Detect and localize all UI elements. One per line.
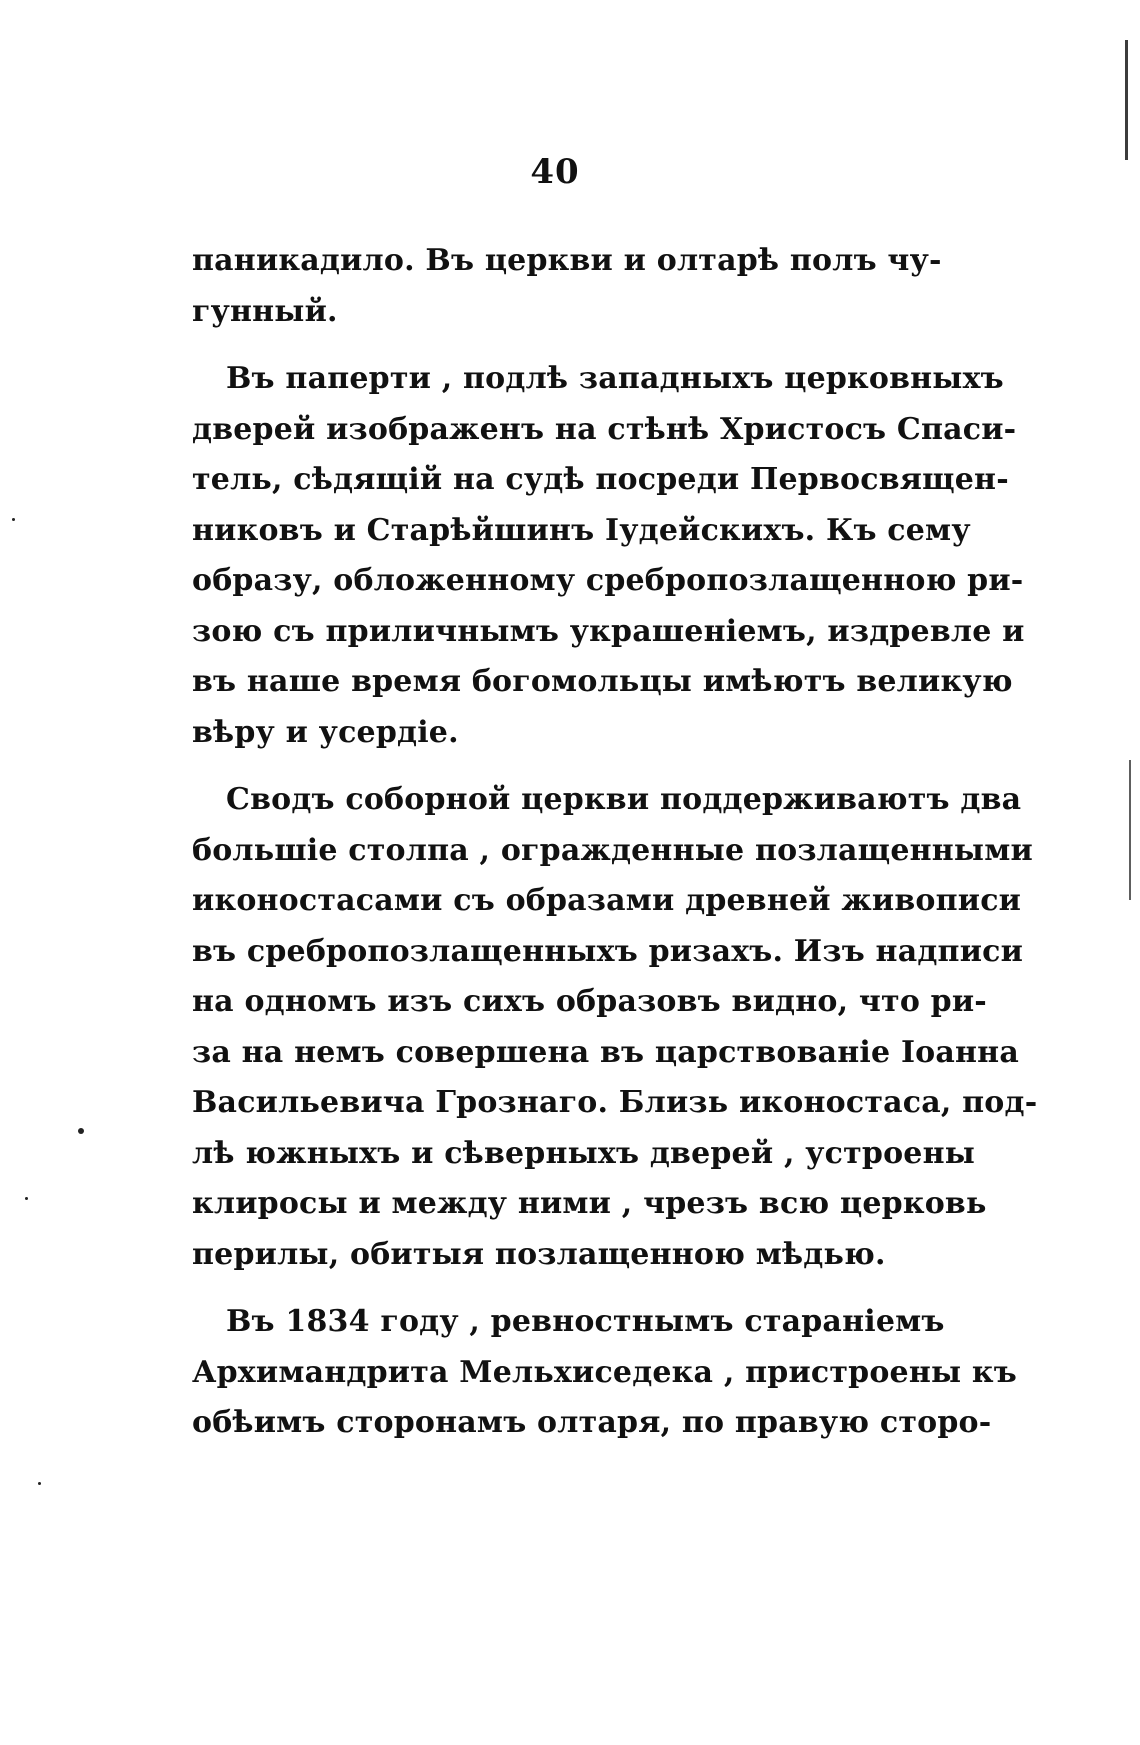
text-line: образу, обложенному сребропозлащенною ри- [192,563,1024,598]
text-line: паникадило. Въ церкви и олтарѣ полъ чу- [192,243,942,278]
text-line: зою съ приличнымъ украшеніемъ, издревле и [192,613,1025,649]
text-line: вѣру и усердіе. [192,714,459,750]
text-line: лѣ южныхъ и сѣверныхъ дверей , устроены [192,1135,975,1171]
text-line: Васильевича Грознаго. Близь иконостаса, под- [192,1085,1038,1120]
text-line: иконостасами съ образами древней живописи [192,883,1022,918]
ink-speck [78,1128,84,1134]
text-line: дверей изображенъ на стѣнѣ Христосъ Спаси- [192,411,1017,447]
text-line: клиросы и между ними , чрезъ всю церковь [192,1186,987,1221]
text-line: обѣимъ сторонамъ олтаря, по правую сторо- [192,1405,992,1440]
text-line: никовъ и Старѣйшинъ Іудейскихъ. Къ сему [192,512,971,548]
text-line: большіе столпа , огражденные позлащенными [192,832,1033,868]
page-edge-mark [1129,760,1131,900]
text-line: въ сребропозлащенныхъ ризахъ. Изъ надписи [192,933,1024,969]
ink-speck [25,1197,28,1200]
text-line: Архимандрита Мельхиседека , пристроены къ [192,1354,1017,1390]
text-line: въ наше время богомольцы имѣютъ великую [192,664,1013,699]
ink-speck [38,1482,41,1485]
text-line: Сводъ соборной церкви поддерживаютъ два [226,782,1022,817]
text-line: тель, сѣдящій на судѣ посреди Первосвящен- [192,462,1009,497]
text-line: перилы, обитыя позлащенною мѣдью. [192,1236,886,1272]
page-number: 40 [530,152,580,192]
paragraph [192,1297,1017,1449]
paragraph [192,354,1025,758]
paragraph [192,236,942,337]
text-line: Въ паперти , подлѣ западныхъ церковныхъ [226,361,1004,396]
page-edge-mark [1125,40,1128,160]
text-line: Въ 1834 году , ревностнымъ стараніемъ [226,1304,945,1339]
ink-speck [12,518,15,521]
text-line: за на немъ совершена въ царствованіе Іоанна [192,1034,1019,1070]
body-text [192,236,1038,1449]
paragraph [192,775,1038,1280]
text-line: на одномъ изъ сихъ образовъ видно, что ри- [192,984,987,1019]
text-line: гунный. [192,293,338,329]
